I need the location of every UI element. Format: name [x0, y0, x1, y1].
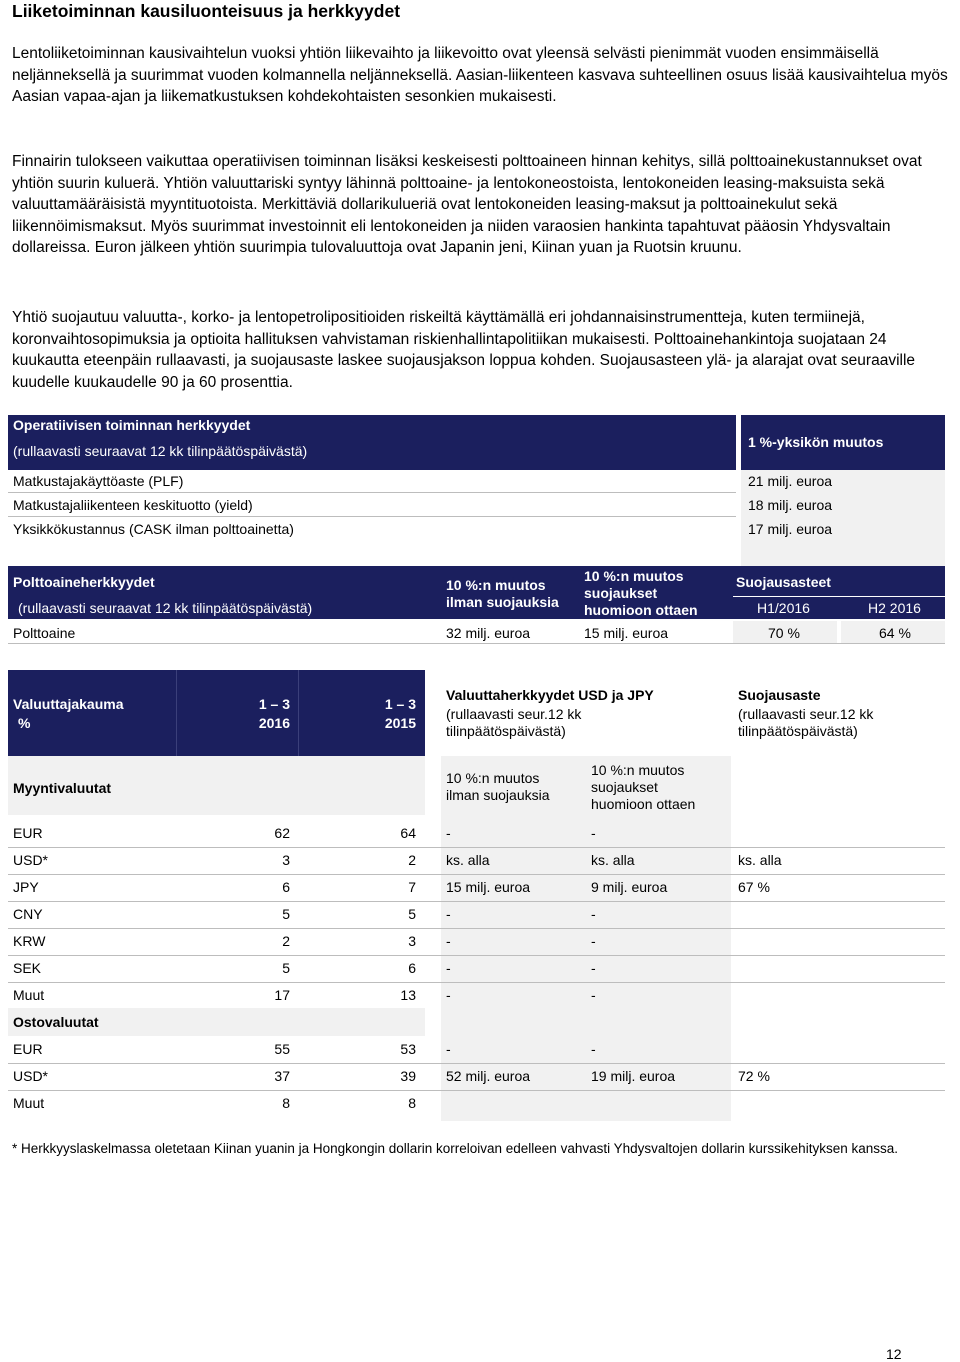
- fx-row-hedged: ks. alla: [591, 852, 635, 868]
- fx-row-currency: JPY: [13, 879, 39, 895]
- fx-row-unhedged: 52 milj. euroa: [446, 1068, 531, 1084]
- ops-header-title: Operatiivisen toiminnan herkkyydet: [13, 417, 251, 433]
- paragraph-fuel-currency: Finnairin tulokseen vaikuttaa operatiivisen toiminnan lisäksi keskeisesti polttoaineen hinnan kehitys, sillä polttoainekustannukset ovat yhtiön suurin kuluerä. Yhtiön valuuttariski syntyy lähinnä polttoaine- ja lentokoneostoista, lentokoneiden leasing-maksuista sekä valuuttamääräisistä myyntituotoista. Merkittäviä dollarikulueriä ovat lentokoneiden leasing-maksut ja polttoainekulut sekä liikennöimismaksut. Myös suurimmat investoinnit eli lentokoneiden ja niiden varaosien hankinta tapahtuvat pääosin Yhdysvaltain dollareissa. Euron jälkeen yhtiön suurimpia tulovaluuttoja ovat Japanin jeni, Kiinan yuan ja Ruotsin kruunu.: [12, 153, 922, 257]
- fx-row-2015: 6: [408, 960, 416, 976]
- row-divider: [8, 847, 945, 848]
- fx-row-unhedged: -: [446, 960, 451, 976]
- fx-row-2015: 39: [400, 1068, 416, 1084]
- fx-row-hedged: -: [591, 906, 596, 922]
- fuel-header-title: Polttoaineherkkyydet: [13, 574, 155, 590]
- ops-row-value: 21 milj. euroa: [748, 473, 833, 489]
- ops-header-sub: (rullaavasti seuraavat 12 kk tilinpäätöspäivästä): [13, 443, 308, 459]
- fx-row-unhedged: -: [446, 933, 451, 949]
- fx-row-currency: Muut: [13, 1095, 45, 1111]
- fx-hedge-sub: (rullaavasti seur.12 kk tilinpäätöspäivästä): [738, 706, 874, 739]
- ops-row-label: Matkustajaliikenteen keskituotto (yield): [13, 497, 253, 513]
- ops-row-value: 17 milj. euroa: [748, 521, 833, 537]
- fx-header-2015: 2015: [384, 715, 416, 731]
- ops-row-label: Matkustajakäyttöaste (PLF): [13, 473, 184, 489]
- row-divider: [8, 928, 945, 929]
- fx-row-hedged: 9 milj. euroa: [591, 879, 668, 895]
- fx-row-currency: CNY: [13, 906, 43, 922]
- paragraph-seasonality: Lentoliiketoiminnan kausivaihtelun vuoksi yhtiön liikevaihto ja liikevoitto ovat yleensä selvästi pienimmät vuoden ensimmäisellä neljänneksellä ja suurimmat vuoden kolmannella neljänneksellä. Aasian-liikenteen kasvava suhteellinen osuus lisää kausivaihtelua myös Aasian vapaa-ajan ja liikematkustuksen kohdekohtaisten sesonkien mukaisesti.: [12, 45, 948, 106]
- fx-sens-sub: (rullaavasti seur.12 kk tilinpäätöspäivästä): [446, 706, 582, 739]
- ops-row-value: 18 milj. euroa: [748, 497, 833, 513]
- fx-row-2016: 5: [282, 960, 290, 976]
- fx-row-currency: EUR: [13, 825, 43, 841]
- fx-row-unhedged: -: [446, 987, 451, 1003]
- fx-row-2016: 5: [282, 906, 290, 922]
- fx-col-hedged: 10 %:n muutos suojaukset huomioon ottaen: [591, 762, 696, 812]
- fuel-header-sub: (rullaavasti seuraavat 12 kk tilinpäätöspäivästä): [18, 600, 313, 616]
- fuel-col-h2: H2 2016: [868, 600, 921, 616]
- fx-row-currency: USD*: [13, 1068, 49, 1084]
- fx-sales-label: Myyntivaluutat: [13, 780, 112, 796]
- fx-row-2015: 7: [408, 879, 416, 895]
- row-divider: [8, 874, 945, 875]
- fx-row-2016: 6: [282, 879, 290, 895]
- fx-sens-title: Valuuttaherkkyydet USD ja JPY: [446, 687, 654, 703]
- fx-row-hedged: -: [591, 987, 596, 1003]
- fuel-col-hedged: 10 %:n muutos suojaukset huomioon ottaen: [584, 568, 698, 618]
- paragraph-hedging: Yhtiö suojautuu valuutta-, korko- ja lentopetrolipositioiden riskeiltä käyttämällä eri johdannaisinstrumentteja, kuten termiinejä, koronvaihtosopimuksia ja optioita hallituksen vahvistaman riskienhallintapolitiikan mukaisesti. Polttoainehankintoja suojataan 24 kuukautta eteenpäin rullaavasti, ja suojausaste laskee suojausjakson loppua kohden. Suojausasteen ylä- ja alarajat ovat seuraaville kuudelle kuukaudelle 90 ja 60 prosenttia.: [12, 309, 916, 391]
- fx-row-currency: Muut: [13, 987, 45, 1003]
- fx-row-2016: 55: [274, 1041, 290, 1057]
- fx-row-2016: 8: [282, 1095, 290, 1111]
- fx-header-2015-period: 1 – 3: [384, 696, 416, 712]
- fx-row-currency: EUR: [13, 1041, 43, 1057]
- page-number: 12: [886, 1346, 902, 1362]
- fx-row-currency: SEK: [13, 960, 42, 976]
- fx-header-percent: %: [18, 715, 31, 731]
- fx-row-2015: 8: [408, 1095, 416, 1111]
- fx-row-2015: 64: [400, 825, 416, 841]
- row-divider: [8, 1090, 945, 1091]
- row-divider: [8, 1063, 945, 1064]
- fx-row-2016: 3: [282, 852, 290, 868]
- fx-row-unhedged: 15 milj. euroa: [446, 879, 531, 895]
- fx-row-unhedged: -: [446, 1041, 451, 1057]
- fx-row-unhedged: -: [446, 906, 451, 922]
- fx-row-hedge-ratio: 67 %: [738, 879, 770, 895]
- row-divider: [8, 982, 945, 983]
- fx-row-hedged: -: [591, 933, 596, 949]
- fx-purchase-label: Ostovaluutat: [13, 1014, 99, 1030]
- fx-header-2016: 2016: [258, 715, 290, 731]
- fx-row-2015: 3: [408, 933, 416, 949]
- page-title: Liiketoiminnan kausiluonteisuus ja herkkyydet: [12, 1, 401, 21]
- fx-row-2016: 62: [274, 825, 290, 841]
- fx-row-2015: 53: [400, 1041, 416, 1057]
- ops-row-label: Yksikkökustannus (CASK ilman polttoainetta): [13, 521, 294, 537]
- fx-col-unhedged: 10 %:n muutos ilman suojauksia: [446, 770, 550, 803]
- row-divider: [8, 901, 945, 902]
- fx-row-hedged: 19 milj. euroa: [591, 1068, 676, 1084]
- row-divider: [8, 955, 945, 956]
- fx-row-hedged: -: [591, 1041, 596, 1057]
- fuel-row-label: Polttoaine: [13, 625, 76, 641]
- fx-row-unhedged: -: [446, 825, 451, 841]
- fx-row-2016: 37: [274, 1068, 290, 1084]
- fuel-row-unhedged: 32 milj. euroa: [446, 625, 531, 641]
- fx-row-hedged: -: [591, 960, 596, 976]
- fx-hedge-title: Suojausaste: [738, 687, 821, 703]
- fx-header-2016-period: 1 – 3: [258, 696, 290, 712]
- fx-header-label: Valuuttajakauma: [13, 696, 124, 712]
- fx-row-currency: USD*: [13, 852, 49, 868]
- fx-row-2016: 2: [282, 933, 290, 949]
- fuel-row-hedged: 15 milj. euroa: [584, 625, 669, 641]
- fx-row-2016: 17: [274, 987, 290, 1003]
- footnote: * Herkkyyslaskelmassa oletetaan Kiinan yuanin ja Hongkongin dollarin korreloivan edelleen vahvasti Yhdysvaltojen dollarin kurssikehityksen kanssa.: [12, 1141, 898, 1156]
- fx-row-currency: KRW: [13, 933, 46, 949]
- fuel-col-hedge-ratio: Suojausasteet: [736, 574, 831, 590]
- fuel-col-h1: H1/2016: [757, 600, 810, 616]
- fx-row-unhedged: ks. alla: [446, 852, 490, 868]
- fx-row-2015: 5: [408, 906, 416, 922]
- fx-row-2015: 13: [400, 987, 416, 1003]
- fuel-col-unhedged: 10 %:n muutos ilman suojauksia: [446, 577, 559, 610]
- ops-header-change: 1 %-yksikön muutos: [748, 434, 884, 450]
- fuel-row-h1: 70 %: [768, 625, 800, 641]
- fx-row-hedged: -: [591, 825, 596, 841]
- fx-row-hedge-ratio: ks. alla: [738, 852, 782, 868]
- fuel-row-h2: 64 %: [879, 625, 911, 641]
- fx-row-2015: 2: [408, 852, 416, 868]
- fx-row-hedge-ratio: 72 %: [738, 1068, 770, 1084]
